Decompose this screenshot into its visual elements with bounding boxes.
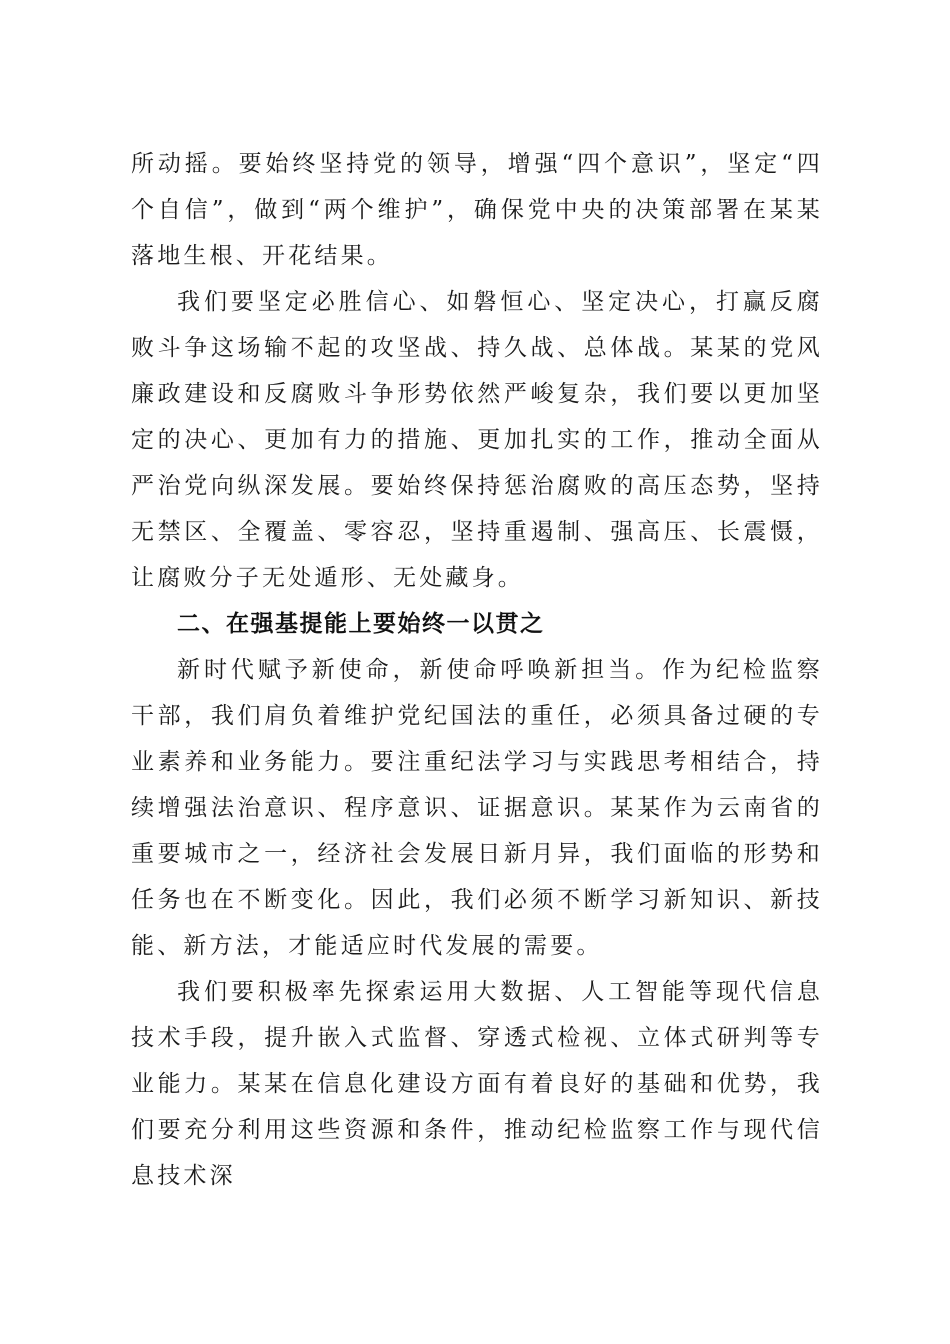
paragraph-information-technology: 我们要积极率先探索运用大数据、人工智能等现代信息技术手段，提升嵌入式监督、穿透式检视、立体式研判等专业能力。某某在信息化建设方面有着良好的基础和优势，我们要充分利用这些资源和条件，推动纪检监察工作与现代信息技术深: [131, 979, 823, 1189]
paragraph-new-mission: 新时代赋予新使命，新使命呼唤新担当。作为纪检监察干部，我们肩负着维护党纪国法的重任，必须具备过硬的专业素养和业务能力。要注重纪法学习与实践思考相结合，持续增强法治意识、程序意识、证据意识。某某作为云南省的重要城市之一，经济社会发展日新月异，我们面临的形势和任务也在不断变化。因此，我们必须不断学习新知识、新技能、新方法，才能适应时代发展的需要。: [131, 657, 823, 959]
document-body: [131, 141, 823, 1199]
section-heading-2: 二、在强基提能上要始终一以贯之: [177, 611, 545, 637]
paragraph-continuation: 所动摇。要始终坚持党的领导，增强“四个意识”，坚定“四个自信”，做到“两个维护”，确保党中央的决策部署在某某落地生根、开花结果。: [131, 151, 823, 269]
paragraph-anti-corruption: 我们要坚定必胜信心、如磐恒心、坚定决心，打赢反腐败斗争这场输不起的攻坚战、持久战、总体战。某某的党风廉政建设和反腐败斗争形势依然严峻复杂，我们要以更加坚定的决心、更加有力的措施、更加扎实的工作，推动全面从严治党向纵深发展。要始终保持惩治腐败的高压态势，坚持无禁区、全覆盖、零容忍，坚持重遏制、强高压、长震慑，让腐败分子无处遁形、无处藏身。: [131, 289, 823, 591]
